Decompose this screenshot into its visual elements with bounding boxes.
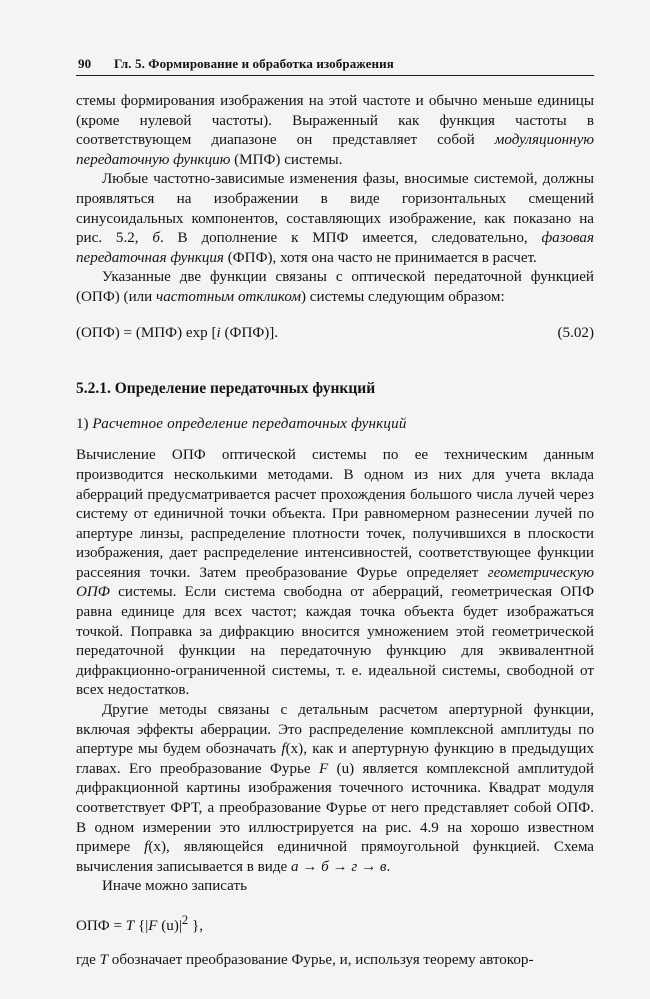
math-f: f [144,839,149,856]
text: (МПФ) системы. [230,151,343,168]
equation-imaginary-unit: i [216,324,221,341]
paragraph-3 [76,268,594,307]
math-arg: (x) [285,741,304,758]
math-f: f [281,741,286,758]
subsection-title: Расчетное определение передаточных функций [92,415,407,432]
text: . В дополнение к МПФ имеется, следовательно, [159,230,542,247]
math-T: T [99,951,108,968]
math-arg: (x) [148,839,166,856]
equation-otf [76,911,594,937]
equation-lhs: ОПФ = [76,918,126,934]
math-arg: (u) [328,760,355,777]
paragraph-2 [76,170,594,268]
exponent: 2 [181,912,189,927]
text: Другие методы связаны с детальным расчетом апертурной функции, включая эффекты аберрации. Это распределение комплексной амплитуды по апертуре мы будем обозначать [76,702,594,758]
math-arg: (u) [157,918,179,934]
page-body [76,92,594,970]
term-mtf: модуляционную передаточную функцию [76,132,594,168]
text: Вычисление ОПФ оптической системы по ее техническим данным производится несколькими методами. В одном из них для учета вклада аберраций предусматривается расчет прохождения большого числа лучей через систему от единичной точки объекта. При равномерном разнесении лучей по апертуре линзы, распределение плотности точек, получившихся в плоскости изображения, дает распределение интенсивностей, соответствующее функции рассеяния точки. Затем преобразование Фурье определяет [76,447,594,581]
text: Любые частотно-зависимые изменения фазы, вносимые системой, должны проявляться на изображении в виде горизонтальных смещений синусоидальных компонентов, составляющих изображение, как показано на рис. 5.2, [76,171,594,247]
math-T: T [125,918,135,934]
text: является комплексной амплитудой дифракционной картины изображения точечного источника. Квадрат модуля соответствует ФРТ, а преобразование Фурье от него представляет собой ОПФ. В одном измерении это иллюстрируется на рис. 4.9 на хорошо известном примере [76,760,594,856]
equation-left: (ОПФ) = (МПФ) exp [ [76,324,217,341]
text: (ФПФ), хотя она часто не принимается в расчет. [223,249,537,266]
text: где [76,951,100,968]
text: обозначает преобразование Фурье, и, используя теорему автокор- [108,951,534,968]
subsection-heading [76,415,594,435]
running-header [78,56,594,72]
term-ptf: фазовая передаточная функция [76,230,594,266]
equation-brace-open: {| [134,918,149,934]
equation-5-02 [76,324,594,344]
math-F: F [318,760,329,777]
text: . [386,858,391,875]
math-F: F [148,918,158,934]
figure-ref-letter: б [152,230,160,247]
header-rule [76,75,594,76]
subsection-number: 1) [76,415,93,432]
text: Указанные две функции связаны с оптической передаточной функцией (ОПФ) (или [76,269,594,305]
paragraph-4 [76,446,594,701]
equation-body [76,324,278,344]
computation-scheme: а → б → г → в [290,858,387,875]
equation-right: (ФПФ)]. [220,324,279,341]
equation-number: (5.02) [557,324,594,341]
modulus-bar: | [178,918,182,934]
text: стемы формирования изображения на этой частоте и обычно меньше единицы (кроме нулевой частоты). Выраженный как функция частоты в соответствующем диапазоне он представляет собой [76,93,594,149]
text: , являющейся единичной прямоугольной функцией. Схема вычисления записывается в виде [76,839,594,875]
paragraph-1 [76,92,594,170]
paragraph-6: Иначе можно записать [102,878,247,895]
paragraph-5 [76,701,594,877]
text: ) системы следующим образом: [301,288,505,305]
text: , как и апертурную функцию в предыдущих главах. Его преобразование Фурье [76,741,594,777]
term-geometric-otf: геометрическую ОПФ [76,564,594,601]
term-frequency-response: частотным откликом [156,288,301,305]
page-number: 90 [78,56,92,71]
text: системы. Если система свободна от аберраций, геометрическая ОПФ равна единице для всех частот; каждая точка объекта будет изображаться точкой. Поправка за дифракцию вносится умножением этой геометрической передаточной функции на передаточную функцию для эквивалентной дифракционно-ограниченной системы, т. е. идеальной системы, свободной от всех недостатков. [76,584,594,699]
running-title: Гл. 5. Формирование и обработка изображения [114,56,394,71]
paragraph-7 [76,951,594,971]
section-heading: 5.2.1. Определение передаточных функций [76,380,376,398]
equation-brace-close: }, [188,918,203,934]
